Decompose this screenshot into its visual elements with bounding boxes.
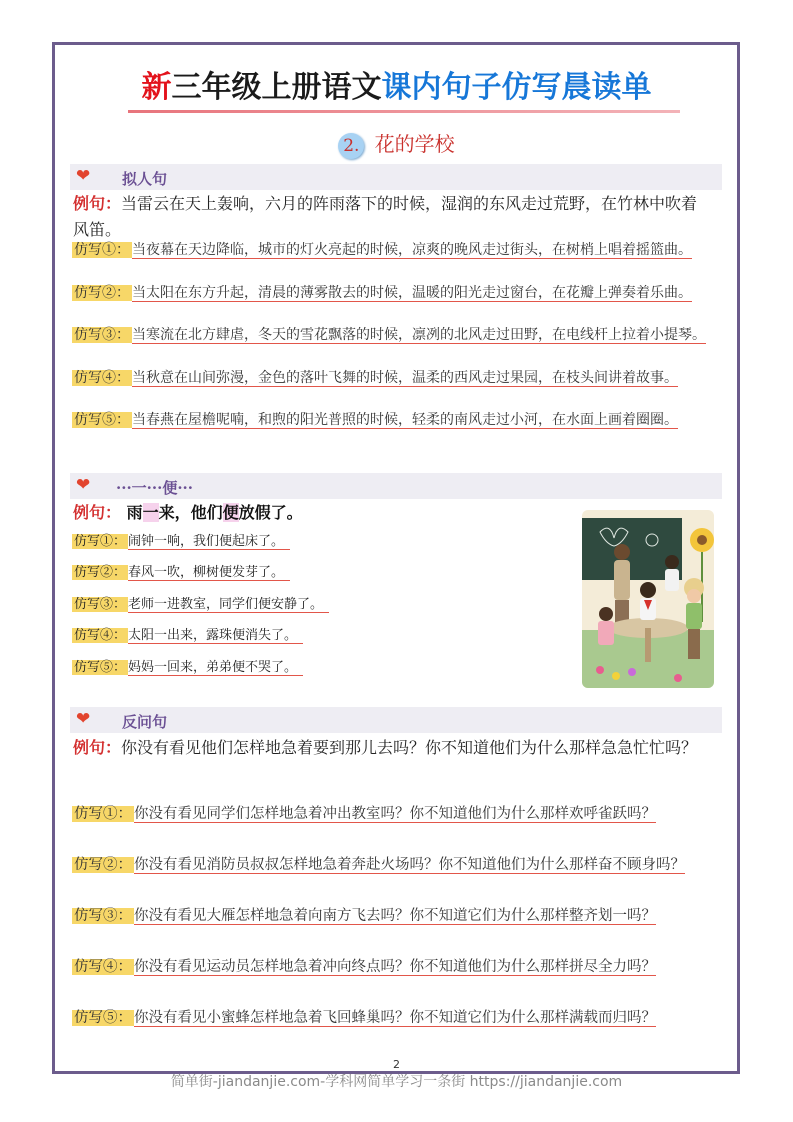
- item-text: 你没有看见运动员怎样地急着冲向终点吗？你不知道他们为什么那样拼尽全力吗？: [134, 959, 656, 975]
- item-tag: 仿写②：: [74, 565, 127, 580]
- title-underline: [128, 110, 680, 113]
- item-text: 老师一进教室，同学们便安静了。: [128, 597, 329, 613]
- heart-icon: ❤: [76, 709, 91, 729]
- imitation-item: [72, 368, 712, 389]
- item-text: 妈妈一回来，弟弟便不哭了。: [128, 660, 303, 676]
- item-tag: 仿写③：: [74, 597, 127, 612]
- imitation-item: [72, 325, 712, 346]
- watermark-link[interactable]: 简单街-jiandanjie.com-学科网简单学习一条街 https://jiandanjie.com: [170, 1074, 623, 1090]
- item-tag: 仿写④：: [74, 370, 130, 386]
- item-tag: 仿写①：: [74, 534, 127, 549]
- classroom-illustration: [582, 510, 714, 688]
- lesson-heading: [0, 128, 793, 159]
- item-tag: 仿写③：: [74, 327, 130, 343]
- section-title: ···一···便···: [116, 479, 193, 497]
- item-tag: 仿写⑤：: [74, 1010, 132, 1026]
- section-title: 拟人句: [122, 170, 168, 188]
- imitation-item: [72, 903, 712, 929]
- section-header-yi-bian: [70, 473, 722, 499]
- example-sentence: [73, 500, 303, 523]
- section-title: 反问句: [122, 713, 168, 731]
- title-part2: 三年级上册语文: [171, 70, 382, 105]
- imitation-item: [72, 852, 712, 878]
- example-fragment: 雨: [126, 503, 143, 522]
- imitation-item: [72, 532, 290, 552]
- imitation-item: [72, 563, 290, 583]
- example-text: 你没有看见他们怎样地急着要到那儿去吗？你不知道他们为什么那样急急忙忙吗？: [121, 738, 698, 757]
- item-text: 当寒流在北方肆虐，冬天的雪花飘落的时候，凛冽的北风走过田野，在电线杆上拉着小提琴。: [132, 327, 706, 343]
- item-text: 你没有看见同学们怎样地急着冲出教室吗？你不知道他们为什么那样欢呼雀跃吗？: [134, 806, 656, 822]
- title-part3: 课内句子仿写晨读单: [381, 70, 652, 105]
- imitation-item: [72, 658, 303, 678]
- imitation-item: [72, 410, 712, 431]
- item-tag: 仿写④：: [74, 628, 127, 643]
- lesson-number-badge: 2.: [338, 133, 364, 159]
- example-text: 当雷云在天上轰响，六月的阵雨落下的时候，湿润的东风走过荒野，在竹林中吹着风笛。: [73, 194, 698, 239]
- imitation-item: [72, 283, 712, 304]
- example-label: 例句：: [73, 738, 122, 757]
- highlight-yi: 一: [142, 503, 159, 522]
- highlight-bian: 便: [222, 503, 239, 522]
- lesson-title: 花的学校: [374, 132, 455, 156]
- example-label: 例句：: [73, 503, 122, 522]
- page-number: 2: [393, 1058, 400, 1071]
- imitation-item: [72, 954, 712, 980]
- item-tag: 仿写①：: [74, 242, 130, 258]
- item-text: 春风一吹，柳树便发芽了。: [128, 565, 290, 581]
- example-fragment: 来，他们: [158, 503, 223, 522]
- item-text: 你没有看见消防员叔叔怎样地急着奔赴火场吗？你不知道他们为什么那样奋不顾身吗？: [134, 857, 685, 873]
- item-text: 当夜幕在天边降临，城市的灯火亮起的时候，凉爽的晚风走过街头，在树梢上唱着摇篮曲。: [132, 242, 692, 258]
- item-text: 太阳一出来，露珠便消失了。: [128, 628, 303, 644]
- section-header-rhetorical-question: [70, 707, 722, 733]
- imitation-item: [72, 801, 712, 827]
- item-tag: 仿写②：: [74, 285, 130, 301]
- item-text: 你没有看见大雁怎样地急着向南方飞去吗？你不知道它们为什么那样整齐划一吗？: [134, 908, 656, 924]
- item-tag: 仿写③：: [74, 908, 132, 924]
- imitation-item: [72, 595, 329, 615]
- section-header-personification: [70, 164, 722, 190]
- imitation-item: [72, 626, 303, 646]
- item-tag: 仿写②：: [74, 857, 132, 873]
- heart-icon: ❤: [76, 166, 91, 186]
- item-text: 当春燕在屋檐呢喃，和煦的阳光普照的时候，轻柔的南风走过小河，在水面上画着圈圈。: [132, 412, 678, 428]
- item-text: 你没有看见小蜜蜂怎样地急着飞回蜂巢吗？你不知道它们为什么那样满载而归吗？: [134, 1010, 656, 1026]
- imitation-item: [72, 240, 712, 261]
- imitation-item: [72, 1005, 712, 1031]
- item-tag: 仿写⑤：: [74, 412, 130, 428]
- item-tag: 仿写⑤：: [74, 660, 127, 675]
- heart-icon: ❤: [76, 475, 91, 495]
- item-text: 闹钟一响，我们便起床了。: [128, 534, 290, 550]
- item-tag: 仿写④：: [74, 959, 132, 975]
- example-sentence: [73, 735, 713, 761]
- example-label: 例句：: [73, 194, 122, 213]
- example-fragment: 放假了。: [238, 503, 303, 522]
- item-text: 当秋意在山间弥漫，金色的落叶飞舞的时候，温柔的西风走过果园，在枝头间讲着故事。: [132, 370, 678, 386]
- title-part1: 新: [141, 70, 172, 105]
- example-sentence: [73, 191, 713, 243]
- page-title: [0, 62, 793, 106]
- item-tag: 仿写①：: [74, 806, 132, 822]
- item-text: 当太阳在东方升起，清晨的薄雾散去的时候，温暖的阳光走过窗台，在花瓣上弹奏着乐曲。: [132, 285, 692, 301]
